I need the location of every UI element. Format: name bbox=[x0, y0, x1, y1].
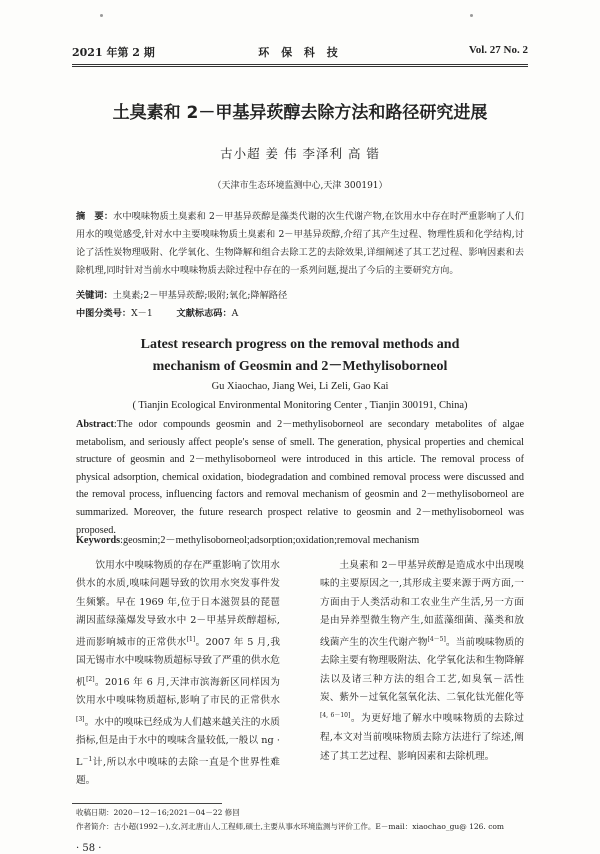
english-title bbox=[40, 334, 560, 378]
body-text: 土臭素和 2－甲基异莰醇是造成水中出现嗅味的主要原因之一,其形成主要来源于两方面,一方面由于人类活动和工农业生产生活,另一方面是由异养型微生物产生,如蓝藻细菌、藻类和放线菌产生的次生代谢产物 bbox=[320, 560, 524, 648]
citation: [1] bbox=[186, 635, 196, 643]
header-rule bbox=[72, 64, 528, 65]
body-text: 。2016 年 6 月,天津市滨海新区同样因为饮用水中嗅味物质超标,影响了市民的正常供水 bbox=[76, 676, 280, 707]
citation: [2] bbox=[86, 675, 95, 683]
body-text: 。当前嗅味物质的去除主要有物理吸附法、化学氧化法和生物降解法以及诸三种方法的组合工艺,如臭氧－活性炭、紫外－过氧化氢氧化法、二氧化钛光催化等 bbox=[320, 636, 525, 704]
affiliation: （天津市生态环境监测中心,天津 300191） bbox=[212, 181, 388, 191]
keywords-cn-text: 土臭素;2－甲基异莰醇;吸附;氧化;降解路径 bbox=[112, 290, 288, 301]
english-keywords bbox=[76, 531, 524, 546]
body-text: 饮用水中嗅味物质的存在严重影响了饮用水供水的水质,嗅味问题导致的饮用水突发事件发生频繁。早在 1969 年,位于日本滋贺县的琵琶湖因蓝绿藻爆发导致水中 2－甲基异莰醇超标,进而影响城市的正常供水 bbox=[76, 560, 280, 648]
header-rule-thin bbox=[72, 66, 528, 67]
header-volume: Vol. 27 No. 2 bbox=[468, 44, 528, 56]
header-issue: 2021 年第 2 期 bbox=[72, 46, 155, 59]
footnote-author-bio: 作者简介：古小超(1992－),女,河北唐山人,工程师,硕士,主要从事水环境监测与评价工作。E－mail：xiaochao_gu@ 126. com bbox=[76, 822, 505, 831]
english-authors: Gu Xiaochao, Jiang Wei, Li Zeli, Gao Kai bbox=[211, 381, 389, 392]
keywords-cn-label: 关键词： bbox=[76, 290, 113, 301]
keywords-cn bbox=[76, 288, 524, 304]
header-journal: 环 保 科 技 bbox=[258, 46, 342, 59]
clc-label: 中图分类号： bbox=[76, 308, 132, 319]
scan-dot bbox=[470, 14, 473, 17]
english-keywords-label: Keywords bbox=[76, 535, 121, 546]
scan-dot bbox=[100, 14, 103, 17]
doc-code-label: 文献标志码： bbox=[176, 308, 232, 319]
citation: [4, 6－10] bbox=[320, 712, 351, 720]
english-abstract bbox=[76, 416, 524, 539]
citation: [3] bbox=[76, 715, 85, 723]
english-title-line1: Latest research progress on the removal methods and bbox=[140, 337, 460, 352]
clc-value: X－1 bbox=[131, 308, 153, 319]
running-header bbox=[72, 40, 528, 60]
paper-title: 土臭素和 2－甲基异莰醇去除方法和路径研究进展 bbox=[112, 103, 488, 123]
english-affiliation: ( Tianjin Ecological Environmental Monitoring Center , Tianjin 300191, China) bbox=[132, 400, 468, 411]
english-keywords-text: :geosmin;2－methylisoborneol;adsorption;oxidation;removal mechanism bbox=[120, 535, 420, 546]
english-title-line2: mechanism of Geosmin and 2－Methylisoborneol bbox=[152, 359, 448, 374]
english-abstract-label: Abstract bbox=[76, 419, 114, 430]
authors: 古小超 姜 伟 李泽利 高 锴 bbox=[220, 146, 380, 161]
body-text: 。2007 年 5 月,我国无锡市水中嗅味物质超标导致了严重的供水危机 bbox=[76, 636, 281, 688]
doc-code-value: A bbox=[231, 308, 239, 319]
footnote-rule bbox=[72, 803, 222, 804]
body-text: 。水中的嗅味已经成为人们越来越关注的水质指标,但是由于水中的嗅味含量较低,一般以 ng · L bbox=[76, 716, 280, 768]
abstract-cn-text: 水中嗅味物质土臭素和 2－甲基异莰醇是藻类代谢的次生代谢产物,在饮用水中存在时严重影响了人们用水的嗅觉感受,针对水中主要嗅味物质土臭素和 2－甲基异莰醇,介绍了其产生过程、物理性质和化学结构,讨论了活性炭物理吸附、化学氧化、生物降解和组合去除工艺的去除效果,详细阐述了其工艺过程、影响因素和去除机理,同时针对当前水中嗅味物质去除过程中存在的一系列问题,提出了今后的主要研究方向。 bbox=[76, 211, 524, 276]
body-column-left bbox=[76, 557, 280, 791]
english-abstract-text: :The odor compounds geosmin and 2－methylisoborneol are secondary metabolites of algae metabolism, and seriously affect people′s sense of smell. The generation, physical properties and chemical structure of geosmin and 2－methylisoborneol were introduced in this article. The removal process of physical adsorption, chemical oxidation, biodegradation and combined removal process were discussed and the removal process, influencing factors and removal mechanism of geosmin and 2－methylisoborneol are summarized. Moreover, the future research prospect relative to geosmin and 2－methylisoborneol was proposed. bbox=[76, 419, 524, 536]
superscript: －1 bbox=[82, 755, 93, 763]
body-column-right bbox=[320, 557, 524, 766]
classification bbox=[76, 305, 524, 319]
abstract-cn bbox=[76, 208, 524, 280]
citation: [4－5] bbox=[427, 635, 446, 643]
body-text: 计,所以水中嗅味的去除一直是个世界性难题。 bbox=[76, 757, 280, 787]
footnote-received: 收稿日期：2020－12－16;2021－04－22 修回 bbox=[76, 808, 240, 817]
body-text: 。为更好地了解水中嗅味物质的去除过程,本文对当前嗅味物质去除方法进行了综述,阐述了其工艺过程、影响因素和去除机理。 bbox=[320, 713, 524, 762]
abstract-cn-label: 摘 要： bbox=[76, 211, 114, 222]
page-number: · 58 · bbox=[76, 843, 102, 854]
